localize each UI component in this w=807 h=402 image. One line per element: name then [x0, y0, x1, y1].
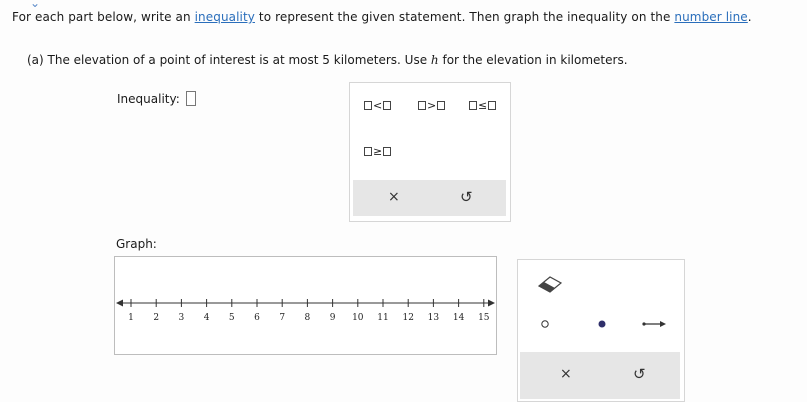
box-icon — [364, 101, 372, 110]
tick-label: 1 — [128, 313, 134, 323]
number-line-graph[interactable] — [114, 256, 497, 355]
instructions-text-2: to represent the given statement. Then graph the inequality on the — [255, 10, 675, 24]
less-equal-button[interactable] — [468, 99, 497, 112]
tick-label: 4 — [203, 313, 210, 323]
tick-label: 15 — [478, 313, 490, 323]
symbol-actions-bar — [353, 180, 506, 216]
tick-label: 2 — [153, 313, 160, 323]
undo-graph-icon[interactable]: ↺ — [633, 365, 646, 383]
graph-actions-bar — [520, 352, 680, 399]
tick-label: 9 — [329, 313, 336, 323]
tick-label: 3 — [178, 313, 185, 323]
tick-label: 6 — [254, 313, 260, 323]
graph-label: Graph: — [116, 237, 157, 251]
number-line[interactable] — [115, 257, 496, 354]
clear-icon[interactable]: × — [388, 189, 400, 205]
symbol-palette — [349, 82, 511, 222]
less-equal-symbol: ≤ — [478, 99, 488, 112]
part-a-text-1: (a) The elevation of a point of interest is at most 5 kilometers. Use — [27, 53, 431, 67]
less-than-button[interactable] — [363, 99, 392, 112]
part-a-prompt — [27, 53, 628, 67]
number-line-link[interactable]: number line — [674, 10, 748, 24]
closed-circle-icon[interactable] — [597, 319, 607, 329]
tick-label: 8 — [304, 313, 311, 323]
variable-h: h — [430, 53, 439, 67]
inequality-row — [117, 91, 196, 106]
open-circle-icon[interactable] — [540, 319, 550, 329]
instructions-text-1: For each part below, write an — [12, 10, 195, 24]
inequality-label: Inequality: — [117, 91, 180, 106]
greater-than-symbol: > — [427, 99, 437, 112]
tick-label: 11 — [377, 313, 389, 323]
inequality-link[interactable]: inequality — [194, 10, 255, 24]
box-icon — [418, 101, 426, 110]
tick-label: 12 — [402, 313, 414, 323]
tick-label: 5 — [228, 313, 235, 323]
box-icon — [469, 101, 477, 110]
tick-label: 14 — [452, 313, 465, 323]
instructions-text-3: . — [747, 10, 752, 24]
right-arrow-icon — [488, 300, 495, 307]
left-arrow-icon — [116, 300, 123, 307]
undo-icon[interactable]: ↺ — [460, 188, 473, 206]
tick-label: 10 — [352, 313, 364, 323]
clear-graph-icon[interactable]: × — [560, 366, 572, 382]
collapse-chevron-icon[interactable]: ⌄ — [29, 0, 41, 10]
box-icon — [383, 147, 391, 156]
greater-equal-symbol: ≥ — [373, 145, 383, 158]
instructions — [12, 10, 752, 24]
box-icon — [364, 147, 372, 156]
inequality-answer-input[interactable] — [186, 91, 196, 106]
graph-tools-panel — [517, 259, 685, 402]
box-icon — [383, 101, 391, 110]
eraser-icon[interactable] — [536, 274, 564, 296]
ray-icon[interactable] — [642, 319, 668, 329]
tick-label: 7 — [279, 313, 286, 323]
greater-equal-button[interactable] — [363, 145, 392, 158]
box-icon — [437, 101, 445, 110]
greater-than-button[interactable] — [417, 99, 446, 112]
tick-label: 13 — [427, 313, 440, 323]
part-a-text-2: for the elevation in kilometers. — [438, 53, 628, 67]
less-than-symbol: < — [373, 99, 383, 112]
box-icon — [488, 101, 496, 110]
